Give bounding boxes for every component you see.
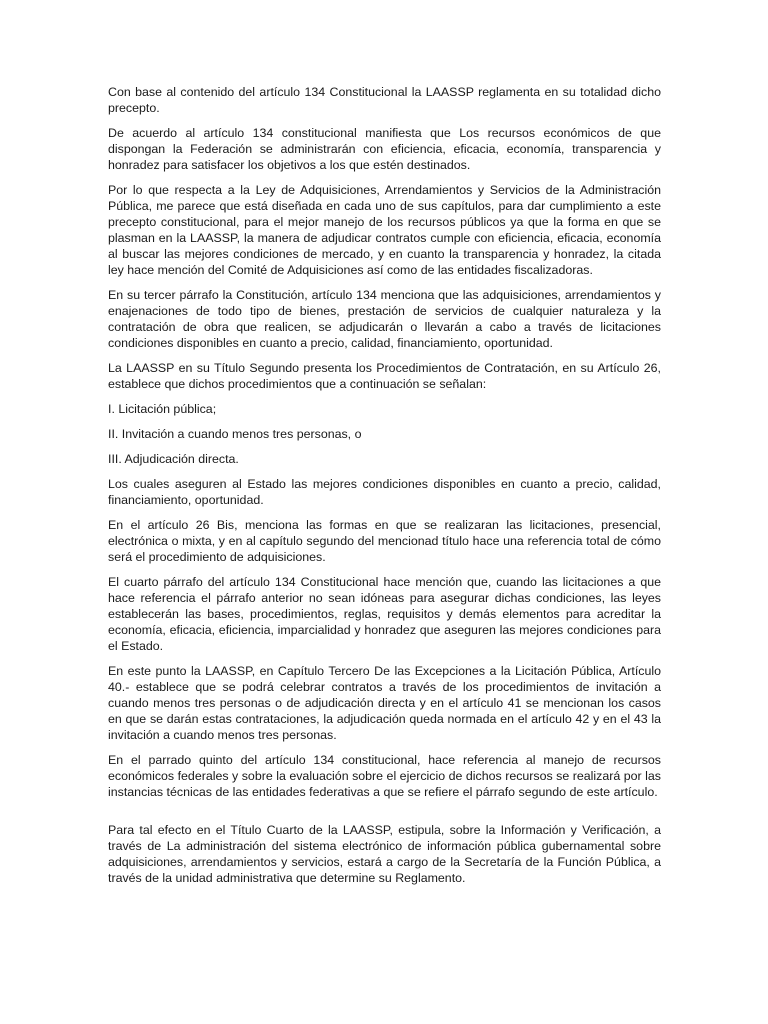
paragraph-article-26-bis: En el artículo 26 Bis, menciona las formas en que se realizaran las licitaciones, presencial, electrónica o mixta, y en al capítulo segundo del mencionad título hace una referencia total de cómo será el procedimiento de adquisiciones.: [108, 518, 661, 564]
list-item-adjudicacion: III. Adjudicación directa.: [108, 452, 239, 466]
paragraph-fourth-paragraph: El cuarto párrafo del artículo 134 Constitucional hace mención que, cuando las licitaciones a que hace referencia el párrafo anterior no sean idóneas para asegurar dichas condiciones, las leyes establecerán las bases, procedimientos, reglas, requisitos y demás elementos para acreditar la economía, eficacia, eficiencia, imparcialidad y honradez que aseguren las mejores condiciones para el Estado.: [108, 575, 661, 653]
paragraph-fifth-paragraph: En el parrado quinto del artículo 134 constitucional, hace referencia al manejo de recursos económicos federales y sobre la evaluación sobre el ejercicio de dichos recursos se realizará por las instancias técnicas de las entidades federativas a que se refiere el párrafo segundo de este artículo.: [108, 753, 661, 799]
paragraph-title-four: Para tal efecto en el Título Cuarto de la LAASSP, estipula, sobre la Información y Verificación, a través de La administración del sistema electrónico de información pública gubernamental sobre adquisiciones, arrendamientos y servicios, estará a cargo de la Secretaría de la Función Pública, a través de la unidad administrativa que determine su Reglamento.: [108, 823, 661, 885]
list-item-invitacion: II. Invitación a cuando menos tres personas, o: [108, 427, 362, 441]
paragraph-third-paragraph: En su tercer párrafo la Constitución, artículo 134 menciona que las adquisiciones, arrendamientos y enajenaciones de todo tipo de bienes, prestación de servicios de cualquier naturaleza y la contratación de obra que realicen, se adjudicarán o llevarán a cabo a través de licitaciones condiciones disponibles en cuanto a precio, calidad, financiamiento, oportunidad.: [108, 288, 661, 350]
paragraph-exceptions: En este punto la LAASSP, en Capítulo Tercero De las Excepciones a la Licitación Pública, Artículo 40.- establece que se podrá celebrar contratos a través de los procedimientos de invitación a cuando menos tres personas o de adjudicación directa y en el artículo 41 se mencionan los casos en que se darán estas contrataciones, la adjudicación queda normada en el artículo 42 y en el 43 la invitación a cuando menos tres personas.: [108, 664, 661, 742]
paragraph-article-134: De acuerdo al artículo 134 constitucional manifiesta que Los recursos económicos de que dispongan la Federación se administrarán con eficiencia, eficacia, economía, transparencia y honradez para satisfacer los objetivos a los que estén destinados.: [108, 126, 661, 172]
paragraph-title-two: La LAASSP en su Título Segundo presenta los Procedimientos de Contratación, en su Artículo 26, establece que dichos procedimientos que a continuación se señalan:: [108, 361, 661, 391]
paragraph-law-design: Por lo que respecta a la Ley de Adquisiciones, Arrendamientos y Servicios de la Administración Pública, me parece que está diseñada en cada uno de sus capítulos, para dar cumplimiento a este precepto constitucional, para el mejor manejo de los recursos públicos ya que la forma en que se plasman en la LAASSP, la manera de adjudicar contratos cumple con eficiencia, eficacia, economía al buscar las mejores condiciones de mercado, y en cuanto la transparencia y honradez, la citada ley hace mención del Comité de Adquisiciones así como de las entidades fiscalizadoras.: [108, 183, 661, 277]
document-page: [108, 84, 661, 895]
paragraph-best-conditions: Los cuales aseguren al Estado las mejores condiciones disponibles en cuanto a precio, calidad, financiamiento, oportunidad.: [108, 477, 661, 507]
list-item-licitacion: I. Licitación pública;: [108, 402, 217, 416]
paragraph-intro: Con base al contenido del artículo 134 Constitucional la LAASSP reglamenta en su totalidad dicho precepto.: [108, 85, 661, 115]
